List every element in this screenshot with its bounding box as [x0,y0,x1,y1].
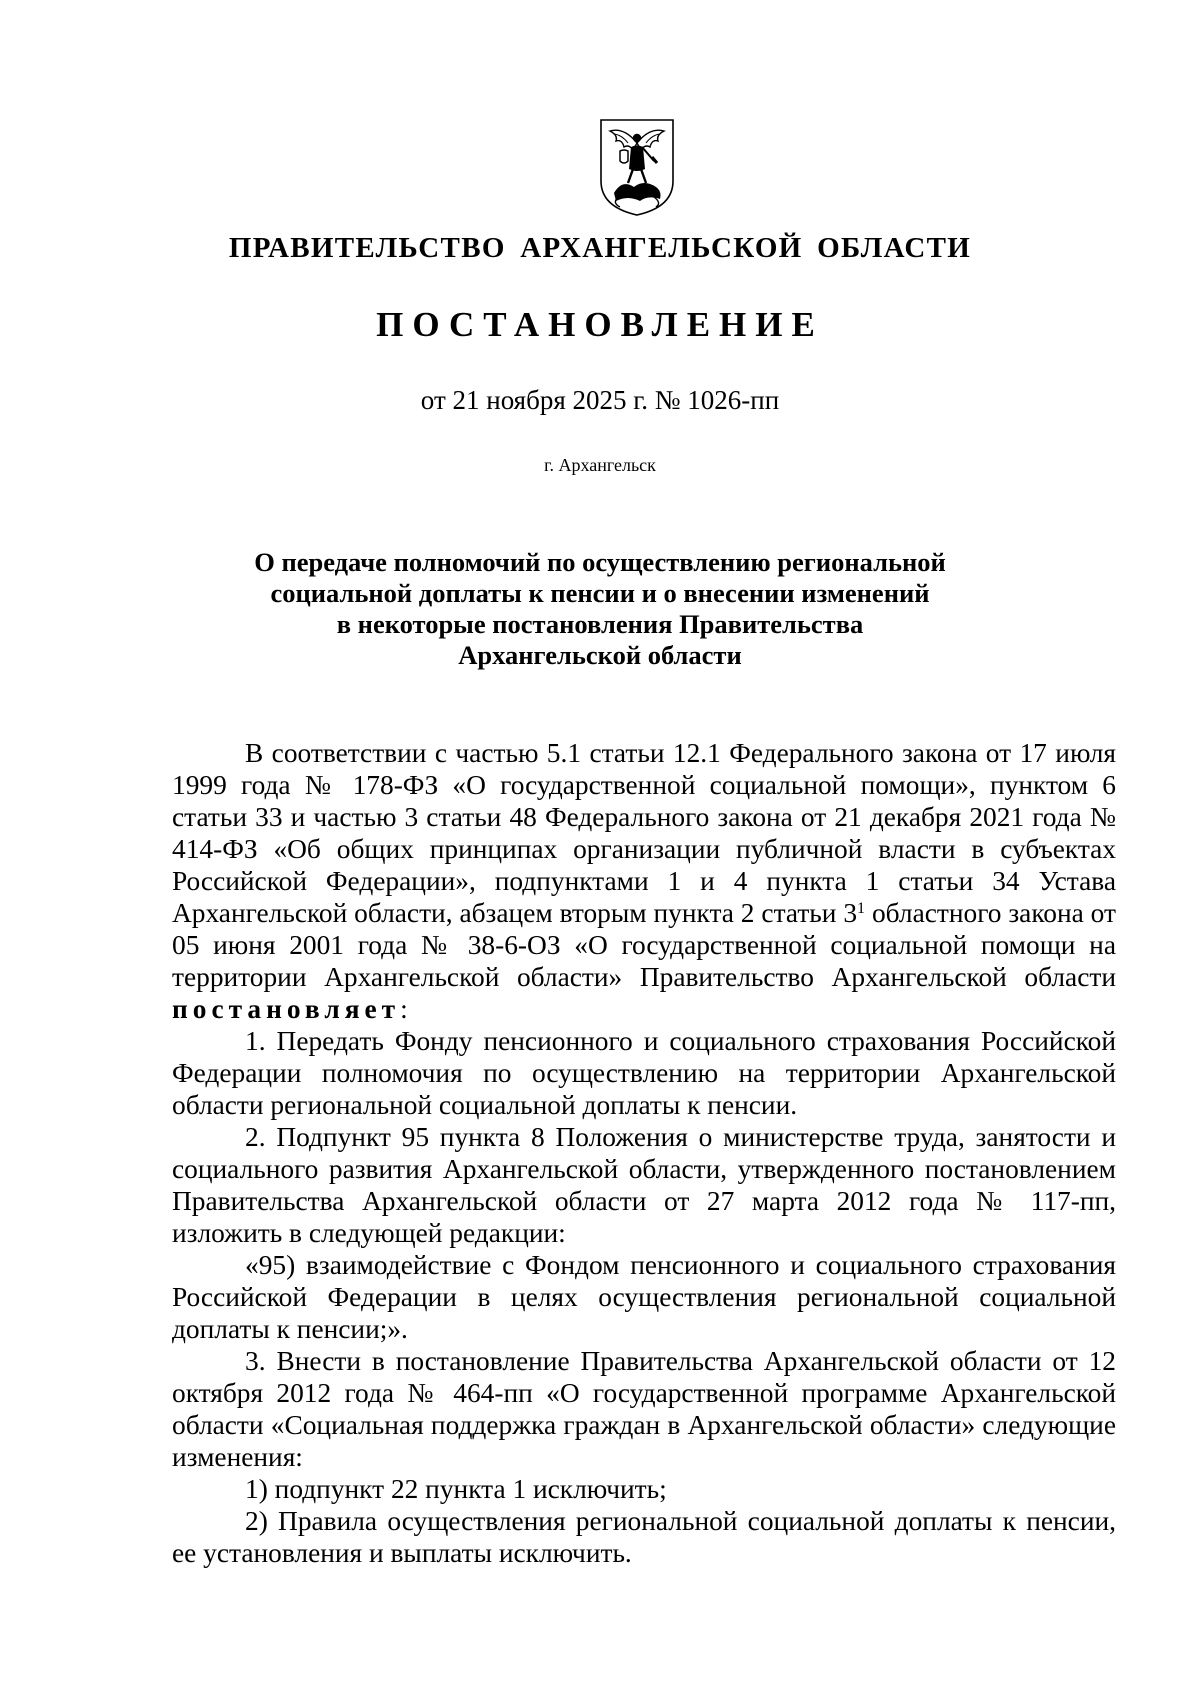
document-body [172,737,1116,1569]
title-line: О передаче полномочий по осуществлению региональной [254,547,946,577]
government-name: ПРАВИТЕЛЬСТВО АРХАНГЕЛЬСКОЙ ОБЛАСТИ [228,232,972,264]
body-item-3-sub-1: 1) подпункт 22 пункта 1 исключить; [245,1474,667,1504]
decision-verb: постановляет [172,994,401,1024]
title-line: социальной доплаты к пенсии и о внесении изменений [270,578,930,608]
body-item-3: 3. Внести в постановление Правительства Архангельской области от 12 октября 2012 года № 464-пп «О государственной программе Архангельской области «Социальная поддержка граждан в Архангельской области» следующие изменения: [172,1346,1116,1472]
preamble-paragraph: В соответствии с частью 5.1 статьи 12.1 Федерального закона от 17 июля 1999 года № 178-ФЗ «О государственной социальной помощи», пунктом 6 статьи 33 и частью 3 статьи 48 Федерального закона от 21 декабря 2021 года № 414-ФЗ «Об общих принципах организации публичной власти в субъектах Российской Федерации», подпунктами 1 и 4 пункта 1 статьи 34 Устава Архангельской области, абзацем вторым пункта 2 статьи $3^1$ областного закона от 05 июня 2001 года № 38-6-ОЗ «О государственной социальной помощи на территории Архангельской области» Правительство Архангельской области постановляет: [172,738,1116,1024]
document-type: ПОСТАНОВЛЕНИЕ [376,305,824,344]
title-line: в некоторые постановления Правительства [336,609,864,639]
superscript: 1 [857,900,866,917]
body-item-2-quote: «95) взаимодействие с Фондом пенсионного и социального страхования Российской Федерации в целях осуществления региональной социальной доплаты к пенсии;». [172,1250,1116,1344]
title-line: Архангельской области [458,640,742,670]
coat-of-arms-icon [598,117,676,217]
body-item-2: 2. Подпункт 95 пункта 8 Положения о министерстве труда, занятости и социального развития Архангельской области, утвержденного постановлением Правительства Архангельской области от 27 марта 2012 года № 117-пп, изложить в следующей редакции: [172,1122,1116,1248]
document-title [200,547,1000,671]
body-item-1: 1. Передать Фонду пенсионного и социального страхования Российской Федерации полномочия по осуществлению на территории Архангельской области региональной социальной доплаты к пенсии. [172,1026,1116,1120]
document-date-number: от 21 ноября 2025 г. № 1026-пп [420,385,780,415]
body-item-3-sub-2: 2) Правила осуществления региональной социальной доплаты к пенсии, ее установления и выплаты исключить. [172,1506,1116,1568]
document-city: г. Архангельск [544,455,656,475]
